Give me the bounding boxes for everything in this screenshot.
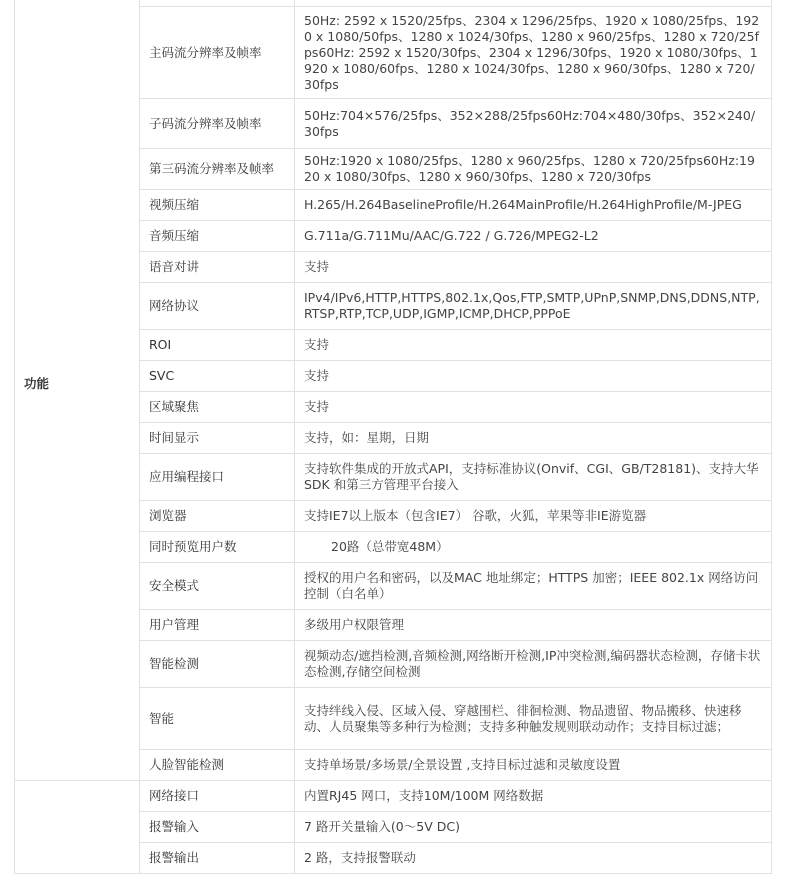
- param-name: 报警输出: [140, 843, 295, 874]
- param-value: 支持: [295, 252, 772, 283]
- param-value: 支持软件集成的开放式API，支持标准协议(Onvif、CGI、GB/T28181)、支持大华SDK 和第三方管理平台接入: [295, 454, 772, 501]
- param-value: 20路（总带宽48M）: [295, 532, 772, 563]
- param-value: 支持绊线入侵、区域入侵、穿越围栏、徘徊检测、物品遗留、物品搬移、快速移动、人员聚集等多种行为检测；支持多种触发规则联动动作；支持目标过滤；: [295, 688, 772, 750]
- param-name: 智能检测: [140, 641, 295, 688]
- param-name: 同时预览用户数: [140, 532, 295, 563]
- param-value: 视频动态/遮挡检测,音频检测,网络断开检测,IP冲突检测,编码器状态检测，存储卡状态检测,存储空间检测: [295, 641, 772, 688]
- param-name: 浏览器: [140, 501, 295, 532]
- param-value: 支持: [295, 361, 772, 392]
- param-value: 支持: [295, 330, 772, 361]
- param-name: 安全模式: [140, 563, 295, 610]
- param-name: 视频压缩: [140, 190, 295, 221]
- param-value: 50Hz:704×576/25fps、352×288/25fps60Hz:704×480/30fps、352×240/30fps: [295, 99, 772, 149]
- param-name: 语音对讲: [140, 252, 295, 283]
- param-name: 用户管理: [140, 610, 295, 641]
- param-value: IPv4/IPv6,HTTP,HTTPS,802.1x,Qos,FTP,SMTP,UPnP,SNMP,DNS,DDNS,NTP,RTSP,RTP,TCP,UDP,IGMP,ICMP,DHCP,PPPoE: [295, 283, 772, 330]
- param-name: 网络接口: [140, 781, 295, 812]
- param-name: 第三码流分辨率及帧率: [140, 149, 295, 190]
- param-name: 主码流分辨率及帧率: [140, 7, 295, 99]
- param-value: 支持IE7以上版本（包含IE7） 谷歌，火狐，苹果等非IE游览器: [295, 501, 772, 532]
- spec-table: [14, 0, 772, 874]
- param-value: 7 路开关量输入(0～5V DC): [295, 812, 772, 843]
- param-value: 支持: [295, 392, 772, 423]
- param-name: 区域聚焦: [140, 392, 295, 423]
- param-name: 报警输入: [140, 812, 295, 843]
- group-cell-function: 功能: [15, 0, 140, 781]
- param-name: 网络协议: [140, 283, 295, 330]
- param-name: 应用编程接口: [140, 454, 295, 501]
- param-value: 内置RJ45 网口，支持10M/100M 网络数据: [295, 781, 772, 812]
- param-value: 支持，如：星期，日期: [295, 423, 772, 454]
- param-name: 智能: [140, 688, 295, 750]
- group-cell-interface: [15, 781, 140, 874]
- param-value: H.265/H.264BaselineProfile/H.264MainProfile/H.264HighProfile/M-JPEG: [295, 190, 772, 221]
- param-name: 音频压缩: [140, 221, 295, 252]
- param-value: 50Hz:1920 x 1080/25fps、1280 x 960/25fps、1280 x 720/25fps60Hz:1920 x 1080/30fps、1280 x 960/30fps、1280 x 720/30fps: [295, 149, 772, 190]
- param-value: 多级用户权限管理: [295, 610, 772, 641]
- param-value: 支持单场景/多场景/全景设置 ,支持目标过滤和灵敏度设置: [295, 750, 772, 781]
- param-value: G.711a/G.711Mu/AAC/G.722 / G.726/MPEG2-L2: [295, 221, 772, 252]
- param-name: SVC: [140, 361, 295, 392]
- param-value: 授权的用户名和密码，以及MAC 地址绑定；HTTPS 加密；IEEE 802.1x 网络访问控制（白名单）: [295, 563, 772, 610]
- table-row: [15, 781, 772, 812]
- param-name: 子码流分辨率及帧率: [140, 99, 295, 149]
- param-value: 50Hz: 2592 x 1520/25fps、2304 x 1296/25fps、1920 x 1080/25fps、1920 x 1080/50fps、1280 x 1024/30fps、1280 x 960/25fps、1280 x 720/25fps60Hz: 2592 x 1520/30fps、2304 x 1296/30fps、1920 x 1080/30fps、1920 x 1080/60fps、1280 x 1024/30fps、1280 x 960/30fps、1280 x 720/30fps: [295, 7, 772, 99]
- param-value: 2 路，支持报警联动: [295, 843, 772, 874]
- param-name: 人脸智能检测: [140, 750, 295, 781]
- param-name: 时间显示: [140, 423, 295, 454]
- param-name: ROI: [140, 330, 295, 361]
